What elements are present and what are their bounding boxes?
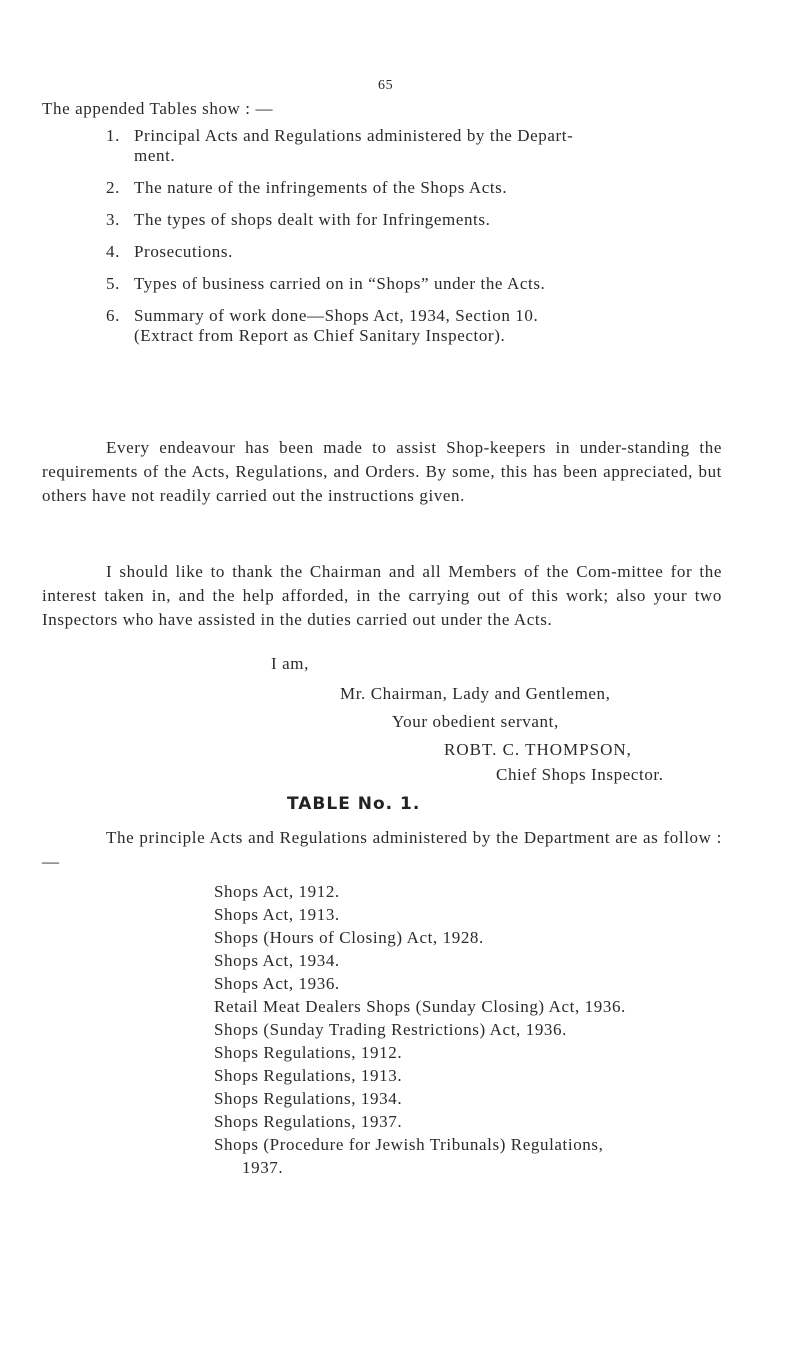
page-number: 65 bbox=[378, 78, 394, 93]
signatory-name: ROBT. C. THOMPSON, bbox=[444, 740, 632, 759]
paragraph-thanks: I should like to thank the Chairman and all Members of the Com-mittee for the interest taken in, and the help afforded, in the carrying out of this work; also your two Inspectors who have assisted in the duties carried out under the Acts. bbox=[42, 562, 722, 629]
act-item: Shops Regulations, 1937. bbox=[214, 1112, 403, 1131]
list-number: 6. bbox=[106, 306, 120, 325]
list-number: 2. bbox=[106, 178, 120, 197]
list-item bbox=[106, 274, 726, 294]
list-text: Types of business carried on in “Shops” under the Acts. bbox=[134, 274, 546, 293]
intro-line: The appended Tables show : — bbox=[42, 99, 274, 118]
act-item: Shops (Sunday Trading Restrictions) Act, 1936. bbox=[214, 1020, 567, 1039]
act-item: Shops Regulations, 1912. bbox=[214, 1043, 403, 1062]
list-item bbox=[106, 126, 726, 166]
paragraph-endeavour: Every endeavour has been made to assist Shop-keepers in under-standing the requirements of the Acts, Regulations, and Orders. By some, this has been appreciated, but others have not readily carried out the instructions given. bbox=[42, 438, 722, 505]
list-item bbox=[106, 210, 726, 230]
list-text: The types of shops dealt with for Infringements. bbox=[134, 210, 491, 229]
list-number: 3. bbox=[106, 210, 120, 229]
list-number: 1. bbox=[106, 126, 120, 145]
act-item: Shops Act, 1912. bbox=[214, 882, 340, 901]
act-text-cont: 1937. bbox=[242, 1158, 284, 1177]
list-text: Summary of work done—Shops Act, 1934, Section 10. bbox=[134, 306, 539, 325]
act-item: Shops Act, 1913. bbox=[214, 905, 340, 924]
table-heading: TABLE No. 1. bbox=[287, 794, 421, 814]
list-item bbox=[106, 306, 726, 346]
act-item: Shops Act, 1936. bbox=[214, 974, 340, 993]
list-text: Principal Acts and Regulations administered by the Depart- bbox=[134, 126, 574, 145]
list-item bbox=[106, 178, 726, 198]
list-item bbox=[106, 242, 726, 262]
acts-list bbox=[214, 880, 734, 1179]
act-item: Shops (Hours of Closing) Act, 1928. bbox=[214, 928, 484, 947]
act-item: Shops Act, 1934. bbox=[214, 951, 340, 970]
act-item bbox=[214, 1133, 734, 1179]
signatory-title: Chief Shops Inspector. bbox=[496, 765, 664, 784]
list-text-cont: ment. bbox=[134, 146, 176, 165]
act-text: Shops (Procedure for Jewish Tribunals) Regulations, bbox=[214, 1135, 604, 1154]
closing-servant: Your obedient servant, bbox=[392, 712, 559, 731]
list-text: The nature of the infringements of the Shops Acts. bbox=[134, 178, 508, 197]
list-text: Prosecutions. bbox=[134, 242, 233, 261]
table-intro: The principle Acts and Regulations administered by the Department are as follow : — bbox=[42, 828, 722, 871]
closing-i-am: I am, bbox=[271, 654, 309, 673]
numbered-list bbox=[106, 126, 726, 358]
act-item: Shops Regulations, 1913. bbox=[214, 1066, 403, 1085]
closing-address: Mr. Chairman, Lady and Gentlemen, bbox=[340, 684, 611, 703]
act-item: Shops Regulations, 1934. bbox=[214, 1089, 403, 1108]
list-number: 4. bbox=[106, 242, 120, 261]
list-number: 5. bbox=[106, 274, 120, 293]
act-item: Retail Meat Dealers Shops (Sunday Closing) Act, 1936. bbox=[214, 997, 626, 1016]
list-text-cont: (Extract from Report as Chief Sanitary Inspector). bbox=[134, 326, 506, 345]
